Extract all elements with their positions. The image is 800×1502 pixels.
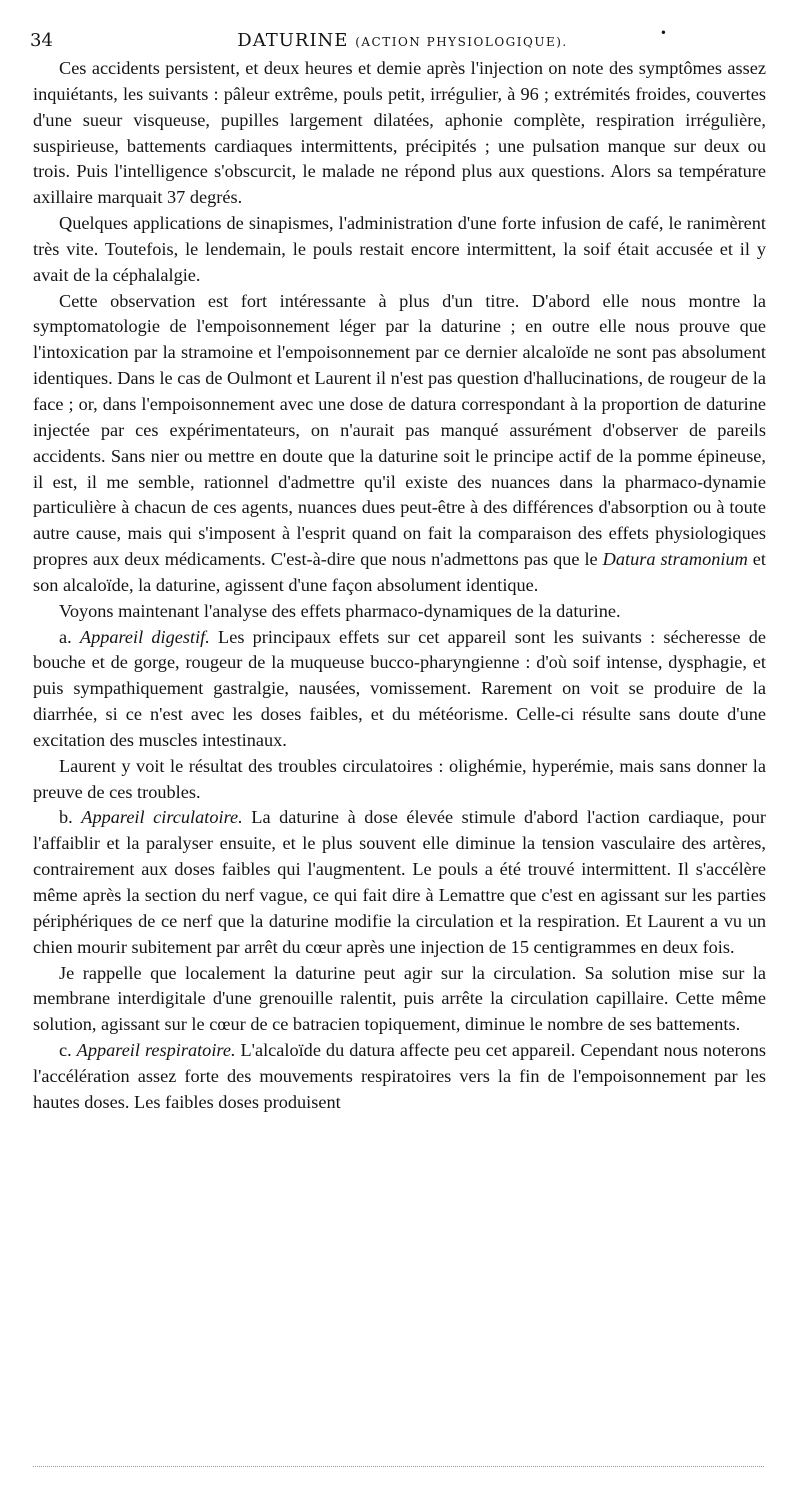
italic-text: Appareil digestif. xyxy=(79,626,210,647)
text-segment: Quelques applications de sinapismes, l'administration d'une forte infusion de café, le ranimèrent très vite. Toutefois, le lendemain, le pouls restait encore intermittent, la soif était accusée et il y avait de la céphalalgie. xyxy=(33,213,766,285)
paragraph xyxy=(33,805,766,960)
running-title-sub: (ACTION PHYSIOLOGIQUE). xyxy=(355,35,568,49)
header-mark: • xyxy=(659,26,667,40)
paragraph xyxy=(33,211,766,289)
text-segment: et son alcaloïde, la daturine, agissent d'une façon absolument identique. xyxy=(33,549,766,595)
text-segment: Les principaux effets sur cet appareil sont les suivants : sécheresse de bouche et de gorge, rougeur de la muqueuse bucco-pharyngienne : d'où soif intense, dysphagie, et puis sympathiquement gastralgie, nausées, vomissement. Rarement on voit se produire de la diarrhée, si ce n'est avec les doses faibles, et du météorisme. Celle-ci résulte sans doute d'une excitation des muscles intestinaux. xyxy=(33,626,766,750)
paragraph xyxy=(33,56,766,211)
text-segment: Je rappelle que localement la daturine peut agir sur la circulation. Sa solution mise sur la membrane interdigitale d'une grenouille ralentit, puis arrête la circulation capillaire. Cette même solution, agissant sur le cœur de ce batracien topiquement, diminue le nombre de ses battements. xyxy=(33,962,766,1035)
text-segment: La daturine à dose élevée stimule d'abord l'action cardiaque, pour l'affaiblir et la paralyser ensuite, et le plus souvent elle diminue la tension vasculaire des artères, contrairement aux doses faibles qui l'augmentent. Le pouls a été trouvé intermittent. Il s'accélère même après la section du nerf vague, ce qui fait dire à Lemattre que c'est en agissant sur les parties périphériques de ce nerf que la daturine modifie la circulation et la respiration. Et Laurent a vu un chien mourir subitement par arrêt du cœur après une injection de 15 centigrammes en deux fois. xyxy=(33,807,767,957)
italic-text: Appareil circulatoire. xyxy=(81,807,243,828)
paragraph xyxy=(33,625,766,754)
text-segment: Laurent y voit le résultat des troubles circulatoires : olighémie, hyperémie, mais sans donner la preuve de ces troubles. xyxy=(33,755,766,802)
text-segment: a. xyxy=(59,626,80,647)
italic-text: Appareil respiratoire. xyxy=(76,1040,236,1061)
paragraph xyxy=(33,754,766,806)
paragraph xyxy=(33,599,766,625)
running-title-main: DATURINE xyxy=(237,30,349,51)
page-number: 34 xyxy=(30,30,53,51)
body-text xyxy=(33,56,766,1116)
text-segment: Voyons maintenant l'analyse des effets pharmaco-dynamiques de la daturine. xyxy=(59,600,621,621)
text-segment: Cette observation est fort intéressante à plus d'un titre. D'abord elle nous montre la symptomatologie de l'empoisonnement léger par la daturine ; en outre elle nous prouve que l'intoxication par la stramoine et l'empoisonnement par ce dernier alcaloïde ne sont pas absolument identiques. Dans le cas de Oulmont et Laurent il n'est pas question d'hallucinations, de rougeur de la face ; or, dans l'empoisonnement avec une dose de datura correspondant à la proportion de daturine injectée par ces expérimentateurs, on n'aurait pas manqué assurément d'observer de pareils accidents. Sans nier ou mettre en doute que la daturine soit le principe actif de la pomme épineuse, il est, il me semble, rationnel d'admettre qu'il existe des nuances dans la pharmaco-dynamie particulière à chacun de ces agents, nuances dues peut-être à des différences d'absorption ou à toute autre cause, mais qui s'imposent à l'esprit quand on fait la comparaison des effets physiologiques propres aux deux médicaments. C'est-à-dire que nous n'admettons pas que le xyxy=(33,290,766,570)
paragraph xyxy=(33,289,766,599)
italic-text: Datura stramonium xyxy=(602,549,748,570)
footer-rule xyxy=(33,1466,764,1467)
paragraph xyxy=(33,1038,766,1116)
text-segment: Ces accidents persistent, et deux heures et demie après l'injection on note des symptômes assez inquiétants, les suivants : pâleur extrême, pouls petit, irrégulier, à 96 ; extrémités froides, couvertes d'une sueur visqueuse, pupilles largement dilatées, aphonie complète, respiration irrégulière, suspirieuse, battements cardiaques intermittents, précipités ; une pulsation manque sur deux ou trois. Puis l'intelligence s'obscurcit, le malade ne répond plus aux questions. Alors sa température axillaire marquait 37 degrés. xyxy=(33,58,766,208)
page-header xyxy=(30,26,775,54)
text-segment: c. xyxy=(59,1040,77,1061)
text-segment: b. xyxy=(59,807,82,828)
paragraph xyxy=(33,961,766,1039)
text-segment: L'alcaloïde du datura affecte peu cet appareil. Cependant nous noterons l'accélération assez forte des mouvements respiratoires vers la fin de l'empoisonnement par les hautes doses. Les faibles doses produisent xyxy=(33,1040,766,1112)
